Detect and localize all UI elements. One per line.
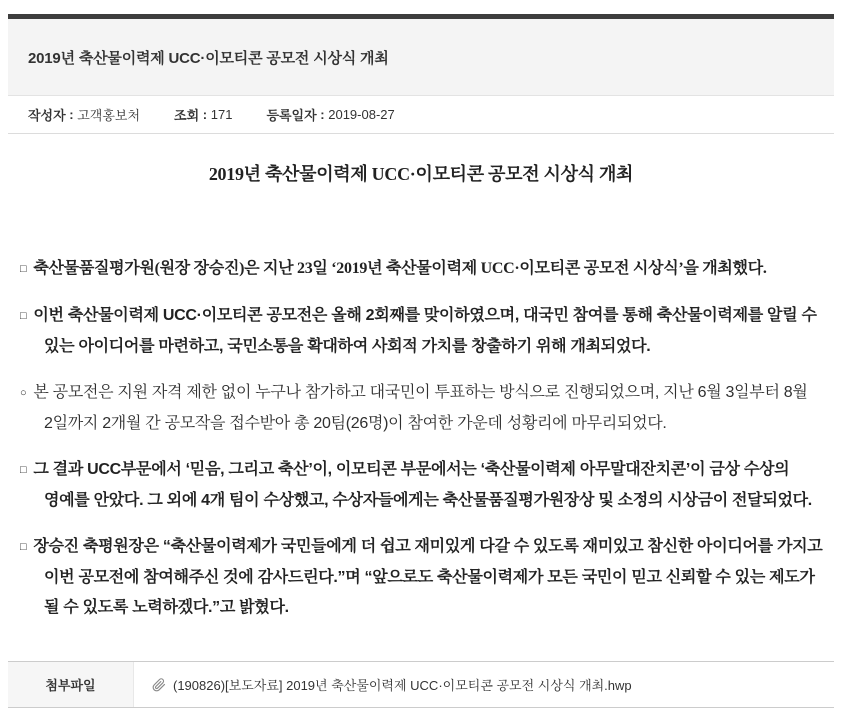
post-title-bar [8,19,834,96]
circle-bullet-icon: ○ [20,387,27,399]
meta-separator: : [65,107,78,122]
square-bullet-icon: □ [20,541,27,553]
square-bullet-icon: □ [20,464,27,476]
meta-author [28,105,140,124]
meta-separator: : [199,107,211,122]
paragraph-text: 축산물품질평가원(원장 장승진)은 지난 23일 ‘2019년 축산물이력제 UCC·이모티콘 공모전 시상식’을 개최했다. [33,260,767,277]
attachment-section [8,661,834,708]
meta-separator: : [316,107,329,122]
meta-author-value: 고객홍보처 [77,108,141,123]
attachment-label: 첨부파일 [8,662,134,707]
square-bullet-icon: □ [20,263,27,275]
board-post-view [8,14,834,708]
paragraph-text: 장승진 축평원장은 “축산물이력제가 국민들에게 더 쉽고 재미있게 다갈 수 있도록 재미있고 참신한 아이디어를 가지고 이번 공모전에 참여해주신 것에 감사드린다.”며 “앞으로도 축산물이력제가 모든 국민이 믿고 신뢰할 수 있는 제도가 될 수 있도록 노력하겠다.”고 밝혔다. [33,538,823,616]
meta-views [174,105,232,124]
attachment-file-cell [134,662,834,707]
meta-views-value: 171 [210,107,233,122]
meta-views-label: 조회 [174,108,200,123]
article-body [8,164,834,623]
meta-date [266,105,394,124]
article-paragraph [8,532,834,623]
paragraph-text: 이번 축산물이력제 UCC·이모티콘 공모전은 올해 2회째를 맞이하였으며, 대국민 참여를 통해 축산물이력제를 알릴 수 있는 아이디어를 마련하고, 국민소통을 확대하여 사회적 가치를 창출하기 위해 개최되었다. [33,307,817,355]
attachment-filename: (190826)[보도자료] 2019년 축산물이력제 UCC·이모티콘 공모전 시상식 개최.hwp [173,678,632,693]
meta-date-label: 등록일자 [266,108,317,123]
paragraph-text: 그 결과 UCC부문에서 ‘믿음, 그리고 축산’이, 이모티콘 부문에서는 ‘축산물이력제 아무말대잔치콘’이 금상 수상의 영예를 안았다. 그 외에 4개 팀이 수상했고, 수상자들에게는 축산물품질평가원장상 및 소정의 시상금이 전달되었다. [33,461,812,509]
article-title: 2019년 축산물이력제 UCC·이모티콘 공모전 시상식 개최 [208,164,634,184]
post-meta-row [8,96,834,134]
meta-date-value: 2019-08-27 [328,107,395,122]
paperclip-icon [152,678,166,692]
post-title: 2019년 축산물이력제 UCC·이모티콘 공모전 시상식 개최 [28,49,389,67]
article-paragraph [8,378,834,439]
article-paragraph [8,301,834,362]
article-paragraph [8,254,834,285]
article-paragraph [8,455,834,516]
meta-author-label: 작성자 [28,108,66,123]
attachment-file-link[interactable] [152,675,632,694]
paragraph-text: 본 공모전은 지원 자격 제한 없이 누구나 참가하고 대국민이 투표하는 방식으로 진행되었으며, 지난 6월 3일부터 8월 2일까지 2개월 간 공모작을 접수받아 총 20팀(26명)이 참여한 가운데 성황리에 마무리되었다. [33,384,808,432]
square-bullet-icon: □ [20,310,27,322]
